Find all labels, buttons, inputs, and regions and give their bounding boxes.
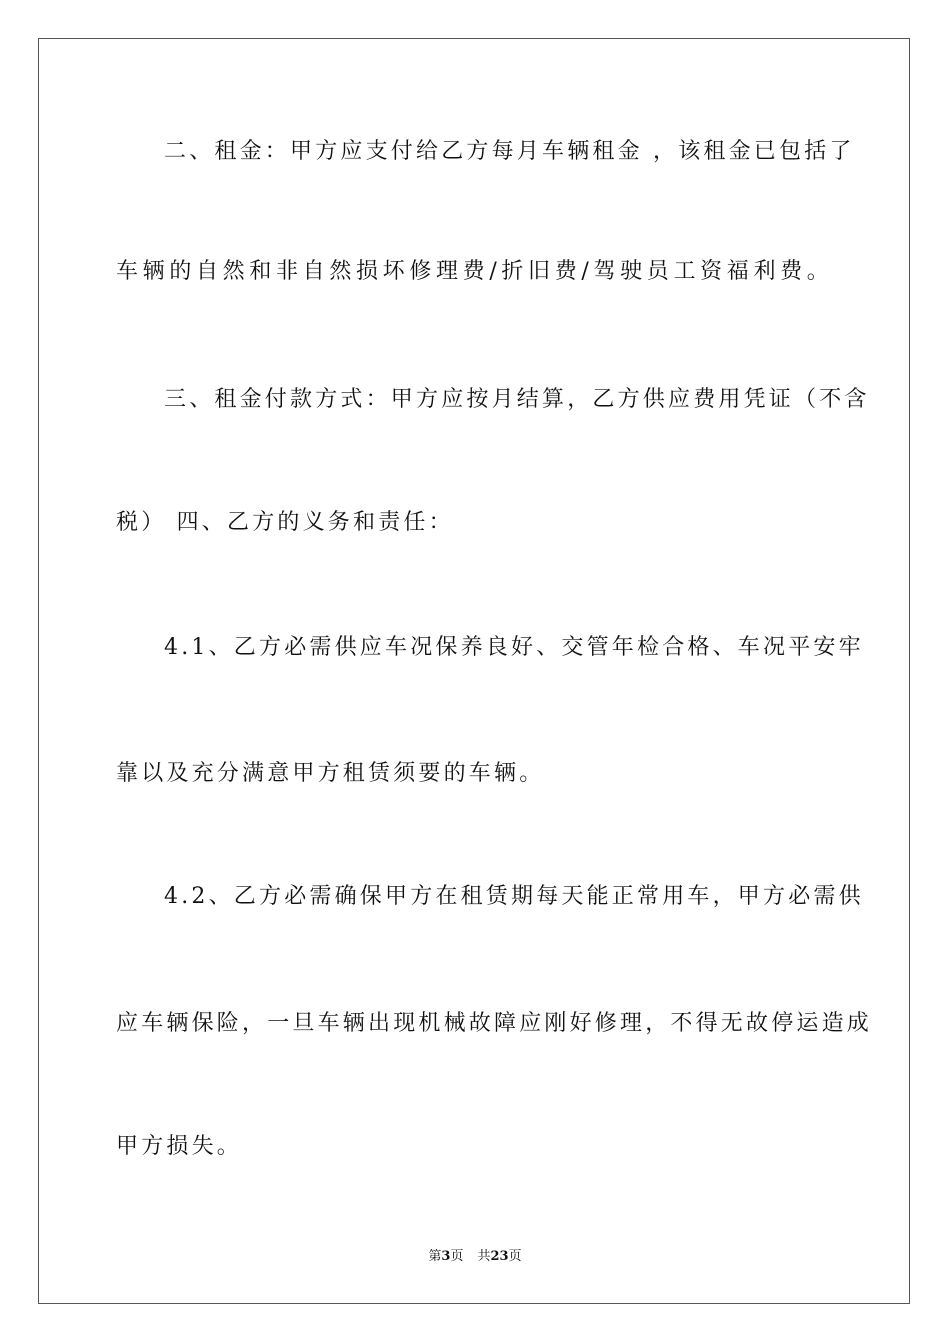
clause-4-2-line-3: 甲方损失。 — [116, 1134, 243, 1159]
footer-page-suffix: 页 — [450, 1249, 464, 1264]
footer-total-prefix: 共 — [477, 1249, 491, 1264]
paragraph-rent-line-1: 二、租金：甲方应支付给乙方每月车辆租金 ，该租金已包括了 — [164, 139, 855, 164]
footer-total-suffix: 页 — [508, 1249, 522, 1264]
page-border — [38, 38, 910, 1304]
clause-4-1-line-2: 靠以及充分满意甲方租赁须要的车辆。 — [116, 761, 545, 786]
clause-4-2-line-1: 4.2、乙方必需确保甲方在租赁期每天能正常用车，甲方必需供 — [164, 884, 864, 909]
clause-4-1-line-1: 4.1、乙方必需供应车况保养良好、交管年检合格、车况平安牢 — [164, 635, 864, 660]
clause-4-2-line-2: 应车辆保险，一旦车辆出现机械故障应刚好修理，不得无故停运造成 — [116, 1011, 873, 1036]
footer-page-total: 23 — [490, 1249, 509, 1264]
paragraph-rent-line-2: 车辆的自然和非自然损坏修理费/折旧费/驾驶员工资福利费。 — [116, 259, 832, 284]
paragraph-payment-line-2: 税） 四、乙方的义务和责任： — [116, 510, 454, 535]
paragraph-payment-line-1: 三、租金付款方式：甲方应按月结算，乙方供应费用凭证（不含 — [164, 387, 870, 412]
footer-page-prefix: 第 — [428, 1249, 442, 1264]
footer-page-current: 3 — [441, 1249, 451, 1264]
page-footer — [0, 1248, 950, 1266]
